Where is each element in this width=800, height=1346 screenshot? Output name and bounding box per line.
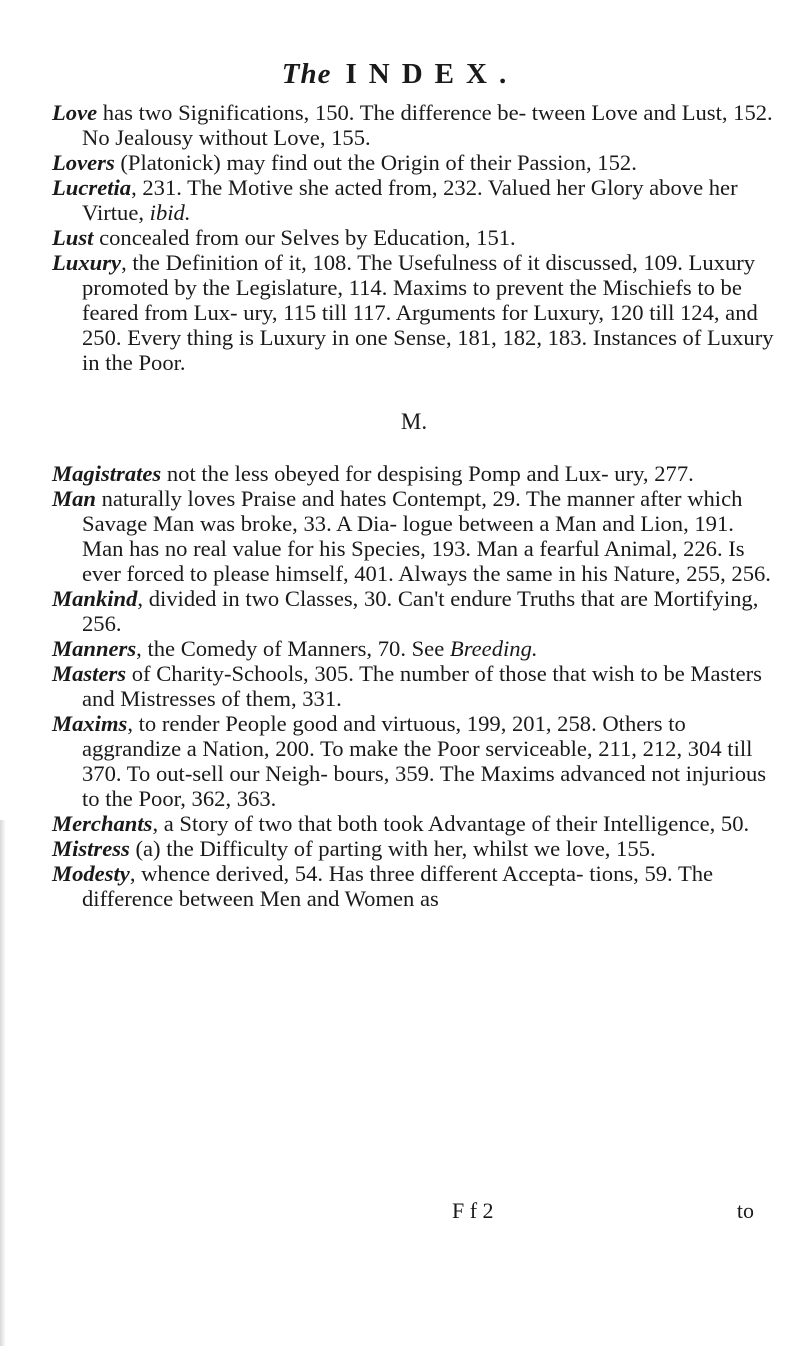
entry-term: Lovers [52,150,115,175]
index-entry [52,100,776,150]
page-edge-shadow [0,820,6,1346]
index-entries [52,100,776,911]
entry-term: Merchants [52,811,153,836]
index-entry [52,836,776,861]
entry-term: Mistress [52,836,130,861]
entry-term: Masters [52,661,127,686]
index-entry [52,225,776,250]
page-header [0,58,800,91]
entry-text: (a) the Difficulty of parting with her, whilst we love, 155. [129,836,656,861]
index-entry [52,586,776,636]
entry-term: Modesty [52,861,130,886]
entry-term: Mankind [52,586,138,611]
entry-term: Magistrates [52,461,162,486]
entry-text: , whence derived, 54. Has three different Accepta- tions, 59. The difference between Men and Women as [82,861,714,911]
entry-term: Luxury [52,250,122,275]
entry-term: Love [52,100,98,125]
entry-text: , to render People good and virtuous, 199, 201, 258. Others to aggrandize a Nation, 200. To make the Poor serviceable, 211, 212, 304 till 370. To out-sell our Neigh- bours, 359. The Maxims advanced not injurious to the Poor, 362, 363. [82,711,767,811]
section-letter-heading: M. [400,409,428,434]
index-entry [52,150,776,175]
entry-text: has two Significations, 150. The difference be- tween Love and Lust, 152. No Jealousy without Love, 155. [82,100,773,150]
entry-reference: ibid. [149,200,191,225]
entry-term: Man [52,486,96,511]
index-entry [52,636,776,661]
entry-text: naturally loves Praise and hates Contempt, 29. The manner after which Savage Man was broke, 33. A Dia- logue between a Man and Lion, 191. Man has no real value for his Species, 193. Man a fearful Animal, 226. Is ever forced to please himself, 401. Always the same in his Nature, 255, 256. [82,486,771,586]
entry-term: Lucretia [52,175,132,200]
entry-text: not the less obeyed for despising Pomp and Lux- ury, 277. [161,461,694,486]
entry-term: Manners [52,636,137,661]
signature-mark: F f 2 [452,1198,494,1223]
header-the: The [281,58,332,90]
catchword: to [736,1198,754,1223]
entry-text: of Charity-Schools, 305. The number of those that wish to be Masters and Mistresses of them, 331. [82,661,762,711]
header-index-title: INDEX. [345,58,519,90]
index-entry [52,250,776,375]
index-entry [52,661,776,711]
entry-text: , divided in two Classes, 30. Can't endure Truths that are Mortifying, 256. [82,586,759,636]
entry-text: , a Story of two that both took Advantage of their Intelligence, 50. [152,811,750,836]
index-entry [52,811,776,836]
entry-reference: Breeding. [449,636,538,661]
index-entry [52,461,776,486]
index-entry [52,861,776,911]
page-footer [52,1198,760,1226]
entry-term: Lust [52,225,94,250]
index-entry [52,175,776,225]
entry-text: (Platonick) may find out the Origin of their Passion, 152. [114,150,637,175]
entry-text: , the Comedy of Manners, 70. See [136,636,450,661]
index-entry [52,711,776,811]
entry-term: Maxims [52,711,128,736]
entry-text: , the Definition of it, 108. The Usefulness of it discussed, 109. Luxury promoted by the Legislature, 114. Maxims to prevent the Mischiefs to be feared from Lux- ury, 115 till 117. Arguments for Luxury, 120 till 124, and 250. Every thing is Luxury in one Sense, 181, 182, 183. Instances of Luxury in the Poor. [82,250,774,375]
index-entry [52,486,776,586]
entry-text: , 231. The Motive she acted from, 232. Valued her Glory above her Virtue, [82,175,738,225]
entry-text: concealed from our Selves by Education, 151. [93,225,516,250]
